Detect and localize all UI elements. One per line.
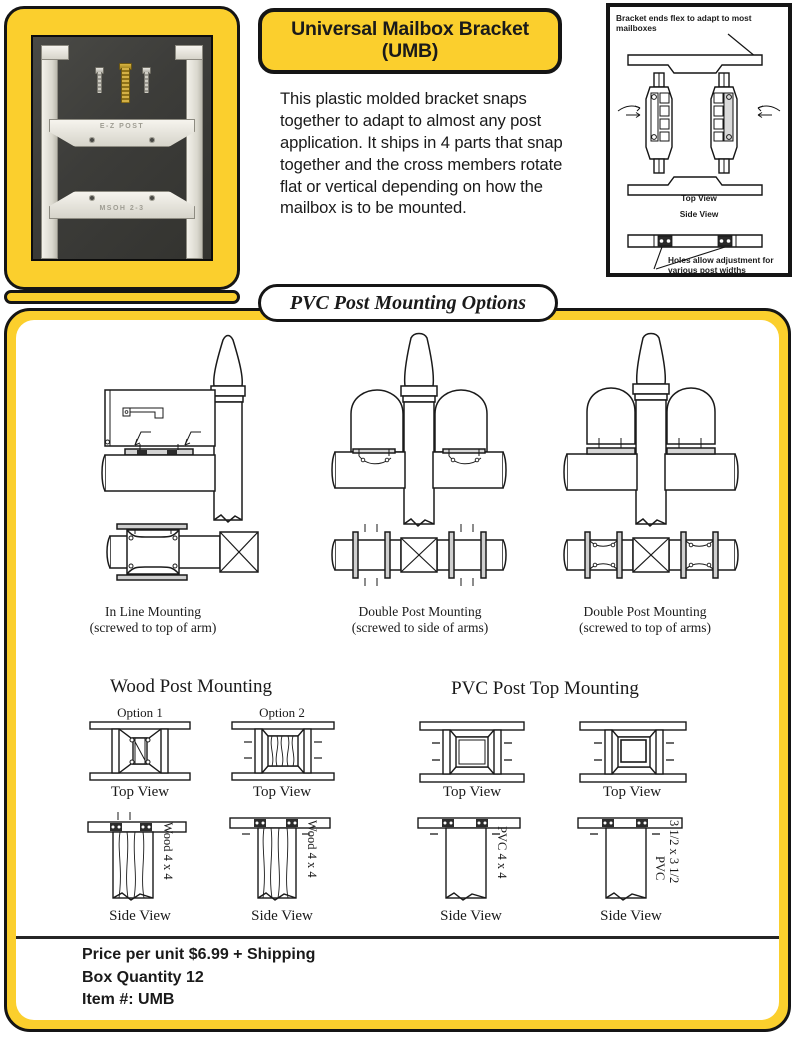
pvc-option-1-top-view-drawing: [418, 718, 526, 786]
item-number: Item #: UMB: [82, 991, 175, 1009]
caption-title-2: Double Post Mounting: [583, 604, 707, 619]
wood-option-1-top-view-drawing: [88, 718, 192, 784]
flex-callout-label: Bracket ends flex to adapt to most mailboxes: [616, 13, 752, 34]
pricing-block: [82, 944, 315, 1012]
pvc-option-2-top-view-label: Top View: [602, 784, 662, 800]
pvc-option-2-material-label-2: 3 1/2 x 3 1/2: [667, 820, 681, 884]
pvc-option-1-side-view-label: Side View: [440, 908, 502, 924]
tech-side-view-label: Side View: [679, 209, 719, 219]
wood-option-1-label: Option 1: [117, 705, 163, 720]
holes-callout-label: Holes allow adjustment for various post widths: [668, 255, 774, 276]
pvc-option-1-material-label: PVC 4 x 4: [495, 826, 509, 879]
box-quantity: Box Quantity 12: [82, 968, 204, 986]
caption-double-post-side: [320, 604, 520, 636]
section-banner-label: PVC Post Mounting Options: [289, 291, 527, 314]
wood-option-2-top-view-label: Top View: [252, 784, 312, 800]
wood-option-2-top-view-drawing: [230, 718, 336, 784]
caption-subtitle-1: (screwed to side of arms): [351, 619, 489, 635]
wood-option-1-top-view-label: Top View: [110, 784, 170, 800]
wood-option-2-side-view-drawing: [228, 812, 338, 908]
double-post-side-mounting-drawing: [315, 332, 530, 597]
wood-option-1-side-view-label: Side View: [109, 908, 171, 924]
caption-title-0: In Line Mounting: [105, 604, 201, 619]
price-section-divider: [16, 936, 779, 939]
caption-in-line-mounting: [58, 604, 248, 636]
caption-subtitle-2: (screwed to top of arms): [579, 619, 711, 635]
bracket-emboss-upper: E-Z POST: [99, 123, 145, 130]
product-description: This plastic molded bracket snaps together to adapt to almost any post application. It ships in 4 parts that snap together and the cross members rotate flat or vertical depending on how the mailbox is to be mounted.: [280, 89, 563, 218]
section-banner: [258, 284, 558, 322]
pvc-post-section-title: PVC Post Top Mounting: [451, 678, 639, 699]
pvc-option-2-material-label-1: PVC: [653, 856, 667, 881]
wood-option-1-side-view-drawing: [86, 812, 194, 908]
tech-top-view-label: Top View: [681, 193, 717, 203]
double-post-top-mounting-drawing: [545, 332, 765, 597]
wood-option-2-side-view-label: Side View: [251, 908, 313, 924]
wood-post-section-title: Wood Post Mounting: [109, 676, 273, 697]
pvc-option-2-top-view-drawing: [578, 718, 688, 786]
price-per-unit: Price per unit $6.99 + Shipping: [82, 946, 316, 963]
caption-double-post-top: [545, 604, 745, 636]
wood-option-2-label: Option 2: [259, 705, 305, 720]
title-line-2: (UMB): [381, 40, 439, 62]
pvc-option-1-side-view-drawing: [416, 812, 528, 908]
title-line-1: Universal Mailbox Bracket: [291, 18, 529, 41]
in-line-mounting-drawing: [75, 332, 310, 597]
pvc-option-1-top-view-label: Top View: [442, 784, 502, 800]
caption-subtitle-0: (screwed to top of arm): [89, 619, 217, 635]
wood-option-1-material-label: Wood 4 x 4: [161, 822, 175, 880]
pvc-option-2-side-view-label: Side View: [600, 908, 662, 924]
caption-title-1: Double Post Mounting: [358, 604, 482, 619]
wood-option-2-material-label: Wood 4 x 4: [305, 820, 319, 878]
bracket-emboss-lower: MSOH 2-3: [99, 205, 145, 212]
